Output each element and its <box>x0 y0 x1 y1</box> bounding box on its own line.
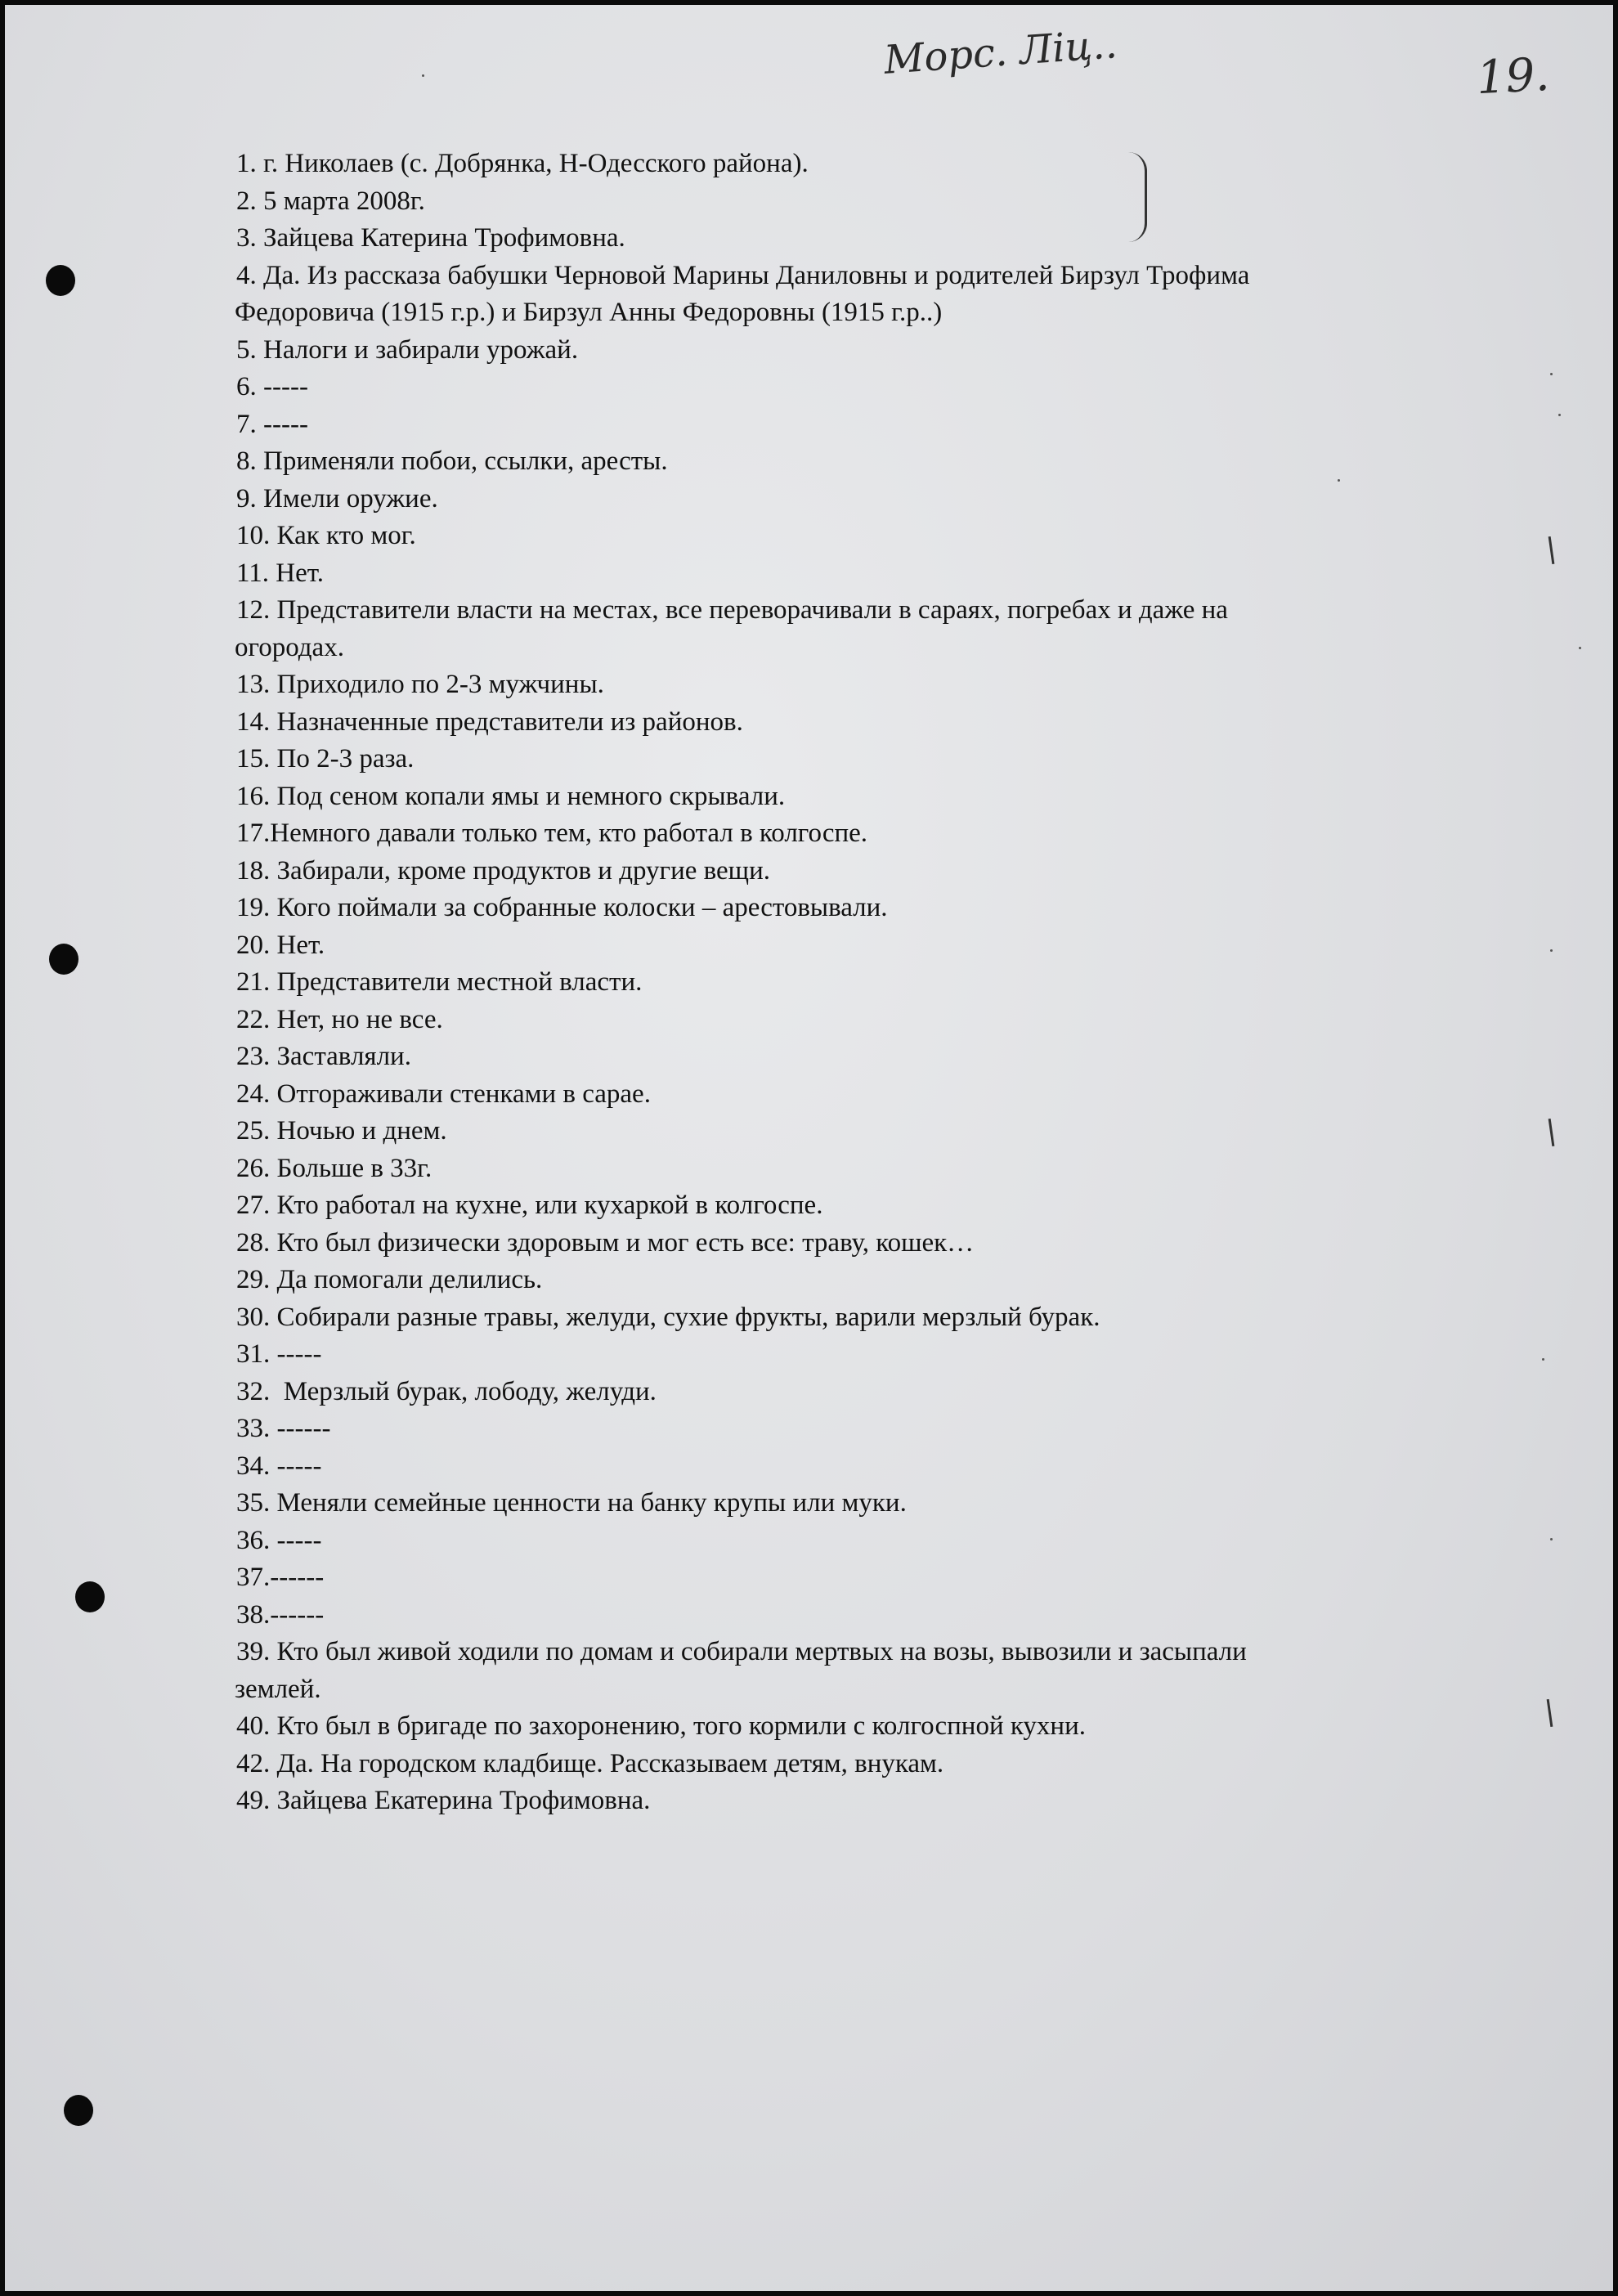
answer-line: 6. ----- <box>236 372 308 401</box>
answer-line: 10. Как кто мог. <box>236 521 416 550</box>
document-page <box>5 5 1613 2291</box>
paper-speck <box>1558 414 1561 416</box>
answer-line: 42. Да. На городском кладбище. Рассказываем детям, внукам. <box>236 1748 944 1778</box>
answer-line: 24. Отгораживали стенками в сарае. <box>236 1078 651 1109</box>
answer-line: 28. Кто был физически здоровым и мог есть все: траву, кошек… <box>236 1227 975 1258</box>
answer-line: 40. Кто был в бригаде по захоронению, того кормили с колгоспной кухни. <box>236 1711 1087 1741</box>
punch-hole <box>64 2095 93 2126</box>
answer-line: 20. Нет. <box>236 930 325 960</box>
answer-line: 18. Забирали, кроме продуктов и другие вещи. <box>236 855 771 886</box>
paper-speck <box>1550 373 1553 375</box>
answer-line: 1. г. Николаев (с. Добрянка, Н-Одесского района). <box>236 149 809 178</box>
answer-line-continuation: огородах. <box>235 632 344 662</box>
answer-line: 9. Имели оружие. <box>236 483 438 513</box>
margin-tick-mark <box>1549 1119 1555 1146</box>
margin-tick-mark <box>1549 536 1555 564</box>
answer-line-continuation: землей. <box>235 1674 321 1704</box>
answer-line: 27. Кто работал на кухне, или кухаркой в колгоспе. <box>236 1191 823 1220</box>
answer-line: 35. Меняли семейные ценности на банку крупы или муки. <box>236 1488 907 1518</box>
answer-line: 16. Под сеном копали ямы и немного скрывали. <box>236 781 786 811</box>
answer-line: 15. По 2-3 раза. <box>236 744 415 774</box>
answer-line: 23. Заставляли. <box>236 1042 411 1071</box>
answer-line: 12. Представители власти на местах, все переворачивали в сараях, погребах и даже на <box>236 595 1228 625</box>
answer-line: 3. Зайцева Катерина Трофимовна. <box>236 223 625 253</box>
paper-speck <box>1579 647 1581 649</box>
answer-line: 5. Налоги и забирали урожай. <box>236 334 579 365</box>
answer-line: 38.------ <box>236 1599 325 1630</box>
answer-line: 11. Нет. <box>236 558 324 588</box>
answer-line: 17.Немного давали только тем, кто работал в колгоспе. <box>236 818 868 848</box>
answer-line: 22. Нет, но не все. <box>236 1004 443 1034</box>
punch-hole <box>46 265 75 296</box>
answer-line: 33. ------ <box>236 1414 331 1443</box>
answer-line: 13. Приходило по 2-3 мужчины. <box>236 670 604 699</box>
answer-list <box>236 146 1487 1820</box>
answer-line: 29. Да помогали делились. <box>236 1265 543 1294</box>
answer-line: 25. Ночью и днем. <box>236 1116 447 1146</box>
answer-line: 30. Собирали разные травы, желуди, сухие фрукты, варили мерзлый бурак. <box>236 1302 1100 1332</box>
answer-line: 39. Кто был живой ходили по домам и собирали мертвых на возы, вывозили и засыпали <box>236 1637 1247 1666</box>
punch-hole <box>75 1581 105 1612</box>
answer-line: 37.------ <box>236 1563 325 1592</box>
answer-line-continuation: Федоровича (1915 г.р.) и Бирзул Анны Федоровны (1915 г.р..) <box>235 298 943 327</box>
answer-line: 49. Зайцева Екатерина Трофимовна. <box>236 1786 651 1815</box>
answer-line: 32. Мерзлый бурак, лободу, желуди. <box>236 1376 657 1406</box>
handwritten-page-number: 19. <box>1475 47 1551 105</box>
answer-line: 26. Больше в 33г. <box>236 1153 433 1183</box>
paper-speck <box>1542 1358 1544 1361</box>
punch-hole <box>49 944 78 975</box>
answer-line: 21. Представители местной власти. <box>236 967 643 997</box>
answer-line: 19. Кого поймали за собранные колоски – арестовывали. <box>236 893 888 922</box>
answer-line: 36. ----- <box>236 1525 322 1555</box>
answer-line: 34. ----- <box>236 1451 322 1481</box>
handwritten-note: Морс. Ліц.. <box>882 21 1119 83</box>
paper-speck <box>1550 1538 1553 1540</box>
paper-speck <box>1550 949 1553 952</box>
answer-line: 4. Да. Из рассказа бабушки Черновой Марины Даниловны и родителей Бирзул Трофима <box>236 260 1250 290</box>
answer-line: 8. Применяли побои, ссылки, аресты. <box>236 446 668 476</box>
answer-line: 14. Назначенные представители из районов. <box>236 706 743 737</box>
answer-line: 7. ----- <box>236 409 308 439</box>
answer-line: 2. 5 марта 2008г. <box>236 186 425 216</box>
margin-tick-mark <box>1547 1699 1553 1727</box>
paper-speck <box>422 74 424 77</box>
answer-line: 31. ----- <box>236 1339 322 1369</box>
